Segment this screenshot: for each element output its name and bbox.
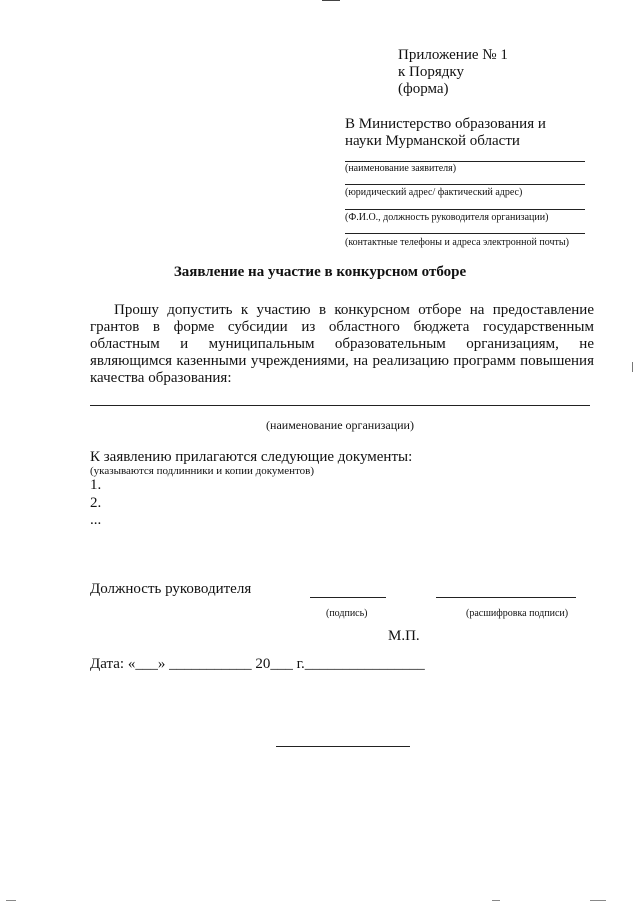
applicant-name-line bbox=[345, 161, 585, 162]
appendix-line-3: (форма) bbox=[398, 81, 449, 97]
recipient-line-2: науки Мурманской области bbox=[345, 133, 520, 149]
address-caption: (юридический адрес/ фактический адрес) bbox=[345, 187, 523, 198]
applicant-name-caption: (наименование заявителя) bbox=[345, 163, 457, 174]
address-line bbox=[345, 184, 585, 185]
bottom-mark-right bbox=[590, 900, 606, 901]
attachments-note: (указываются подлинники и копии документов) bbox=[90, 465, 315, 477]
signature-caption: (подпись) bbox=[326, 608, 368, 619]
attachment-item-1: 1. bbox=[90, 477, 102, 493]
edge-mark bbox=[632, 362, 633, 372]
head-name-line bbox=[345, 209, 585, 210]
recipient-line-1: В Министерство образования и bbox=[345, 116, 546, 132]
recipient-block bbox=[345, 116, 546, 150]
appendix-line-1: Приложение № 1 bbox=[398, 47, 508, 63]
closing-separator bbox=[276, 746, 410, 747]
top-margin-mark bbox=[322, 0, 340, 1]
decryption-caption: (расшифровка подписи) bbox=[466, 608, 569, 619]
date-field: Дата: «___» ___________ 20___ г.________________ bbox=[90, 656, 425, 672]
stamp-place: М.П. bbox=[388, 628, 420, 644]
document-title: Заявление на участие в конкурсном отборе bbox=[173, 264, 467, 280]
request-paragraph: Прошу допустить к участию в конкурсном отборе на предоставление грантов в форме субсидии из областного бюджета государственным областным и муниципальным образовательным организациям, не являющимся казенными учреждениями, на реализацию программ повышения качества образования: bbox=[90, 302, 594, 386]
attachment-item-2: 2. bbox=[90, 495, 102, 511]
contacts-caption: (контактные телефоны и адреса электронной почты) bbox=[345, 237, 569, 248]
contacts-line bbox=[345, 233, 585, 234]
organization-name-line bbox=[90, 405, 590, 406]
bottom-mark-left bbox=[6, 900, 16, 901]
bottom-mark-mid bbox=[492, 900, 500, 901]
decryption-line bbox=[436, 597, 576, 598]
appendix-line-2: к Порядку bbox=[398, 64, 464, 80]
attachment-item-3: ... bbox=[90, 512, 102, 528]
signature-line bbox=[310, 597, 386, 598]
head-name-caption: (Ф.И.О., должность руководителя организации) bbox=[345, 212, 549, 223]
head-position-label: Должность руководителя bbox=[90, 581, 252, 597]
attachments-heading: К заявлению прилагаются следующие документы: bbox=[90, 449, 413, 465]
organization-caption: (наименование организации) bbox=[266, 418, 414, 432]
appendix-header bbox=[398, 47, 508, 98]
